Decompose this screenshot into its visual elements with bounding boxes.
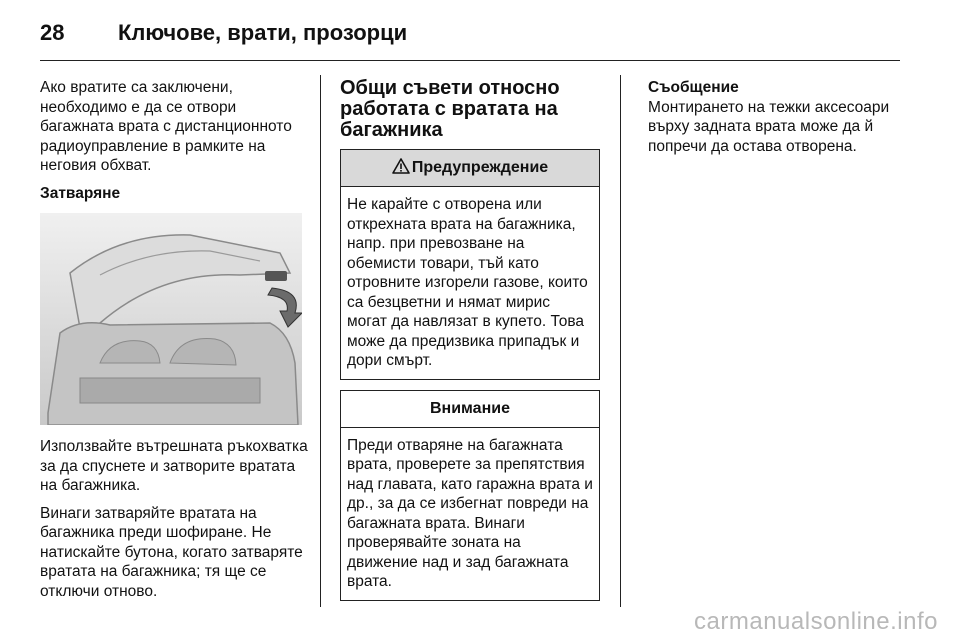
warning-title: Предупреждение [411, 159, 549, 176]
tailgate-illustration-icon [40, 213, 302, 425]
column-divider-right [620, 75, 621, 607]
warning-box [340, 149, 600, 380]
intro-paragraph: Ако вратите са заключени, необходимо е да се отвори багажната врата с дистанционното радиоуправление в рамките на неговия обхват. [40, 79, 292, 174]
closing-subheading: Затваряне [40, 184, 121, 202]
note-label: Съобщение [648, 79, 739, 96]
closing-paragraph-2: Винаги затваряйте вратата на багажника преди шофиране. Не натискайте бутона, когато затваряте вратата на багажника; тя ще се отключи отново. [40, 504, 303, 600]
note-text: Монтирането на тежки аксесоари върху задната врата може да й попречи да остава отворена. [648, 98, 890, 155]
column-2 [340, 78, 602, 611]
column-3 [648, 78, 908, 156]
caution-box [340, 390, 600, 601]
section-heading: Общи съвети относно работата с вратата на багажника [340, 77, 560, 141]
header-rule [40, 60, 900, 61]
closing-paragraph-1: Използвайте вътрешната ръкохватка за да спуснете и затворите вратата на багажника. [40, 438, 308, 494]
chapter-title: Ключове, врати, прозорци [118, 20, 408, 45]
column-divider-left [320, 75, 321, 607]
caution-title: Внимание [341, 391, 599, 428]
warning-title-bar [341, 150, 599, 187]
warning-body: Не карайте с отворена или открехната врата на багажника, напр. при превозване на обемисти товари, тъй като отровните изгорели газове, които са безцветни и нямат мирис могат да навлязат в купето. Това може да предизвика припадък и дори смърт. [347, 196, 588, 369]
warning-triangle-icon [392, 158, 410, 174]
column-1 [40, 78, 310, 609]
watermark: carmanualsonline.info [694, 608, 938, 635]
caution-body: Преди отваряне на багажната врата, проверете за препятствия над главата, като гаражна врата и др., за да се избегнат повреди на багажната врата. Винаги проверявайте зоната на движение над и зад багажната врата. [347, 436, 593, 590]
page-number: 28 [40, 20, 65, 45]
